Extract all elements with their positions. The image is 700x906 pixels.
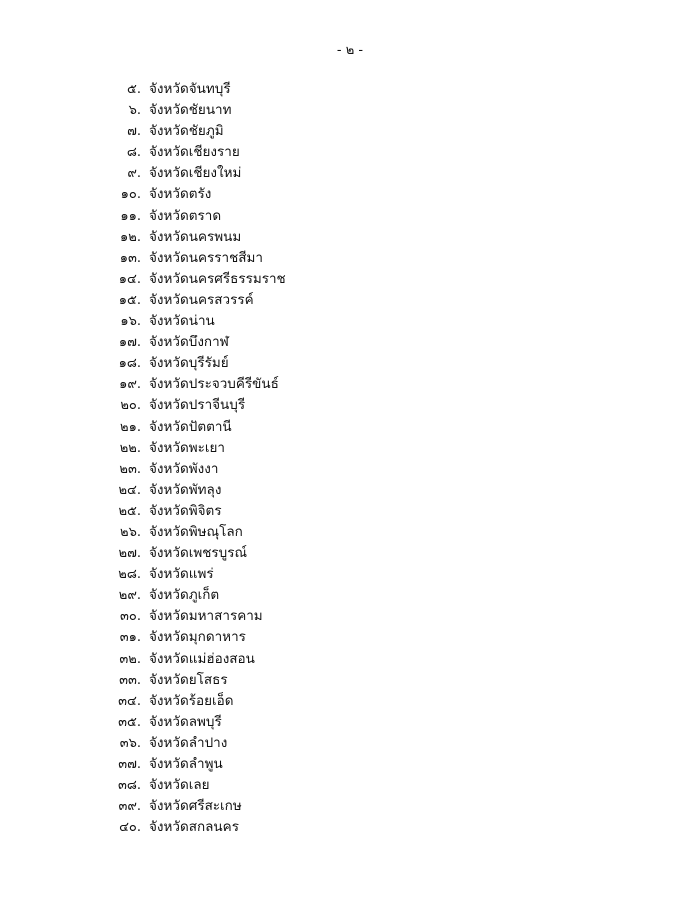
list-item-province-name: จังหวัดภูเก็ต — [149, 587, 220, 604]
list-item-number: ๑๔. — [118, 271, 141, 287]
list-item-number: ๒๘. — [118, 567, 141, 583]
list-item-province-name: จังหวัดนครราชสีมา — [149, 249, 263, 266]
list-item — [0, 754, 700, 775]
list-item-province-name: จังหวัดประจวบคีรีขันธ์ — [149, 376, 279, 393]
list-item-number: ๒๐. — [120, 398, 141, 414]
list-item — [0, 649, 700, 670]
list-item — [0, 480, 700, 501]
list-item-province-name: จังหวัดชัยภูมิ — [149, 123, 224, 140]
list-item-number: ๖. — [128, 103, 141, 119]
list-item-province-name: จังหวัดลำพูน — [149, 756, 223, 772]
list-item — [0, 227, 700, 248]
list-item — [0, 417, 700, 438]
list-item — [0, 332, 700, 353]
list-item-province-name: จังหวัดปราจีนบุรี — [149, 397, 246, 414]
list-item-province-name: จังหวัดยโสธร — [149, 671, 228, 688]
list-item-province-name: จังหวัดพิจิตร — [149, 502, 222, 519]
page-number: - ๒ - — [336, 43, 364, 58]
list-item — [0, 691, 700, 712]
list-item — [0, 395, 700, 416]
list-item-number: ๑๓. — [119, 250, 141, 266]
list-item — [0, 311, 700, 332]
list-item — [0, 775, 700, 796]
list-item-number: ๓๘. — [117, 778, 141, 794]
list-item-number: ๒๖. — [120, 524, 141, 540]
list-item — [0, 606, 700, 627]
province-list — [0, 79, 700, 838]
list-item-number: ๒๗. — [118, 546, 141, 562]
list-item-province-name: จังหวัดพังงา — [149, 460, 219, 477]
list-item-province-name: จังหวัดสกลนคร — [149, 819, 239, 836]
list-item-number: ๑๗. — [118, 335, 141, 351]
list-item-number: ๓๕. — [118, 714, 141, 730]
list-item — [0, 817, 700, 838]
list-item — [0, 163, 700, 184]
list-item-number: ๕. — [127, 82, 141, 97]
list-item — [0, 79, 700, 100]
list-item-province-name: จังหวัดบุรีรัมย์ — [149, 355, 229, 372]
list-item-province-name: จังหวัดจันทบุรี — [149, 81, 231, 97]
list-item-province-name: จังหวัดตรัง — [149, 186, 212, 203]
list-item-province-name: จังหวัดเพชรบูรณ์ — [149, 545, 248, 562]
list-item-province-name: จังหวัดเชียงราย — [149, 144, 240, 161]
list-item-number: ๒๒. — [119, 440, 141, 456]
list-item-number: ๑๙. — [119, 377, 141, 393]
list-item-number: ๑๑. — [120, 208, 141, 224]
list-item-province-name: จังหวัดเชียงใหม่ — [149, 165, 242, 182]
list-item-province-name: จังหวัดชัยนาท — [149, 102, 232, 119]
list-item-number: ๒๓. — [119, 461, 141, 477]
list-item — [0, 374, 700, 395]
list-item — [0, 269, 700, 290]
list-item-province-name: จังหวัดร้อยเอ็ด — [149, 692, 234, 709]
list-item-number: ๒๑. — [120, 419, 141, 435]
list-item — [0, 142, 700, 163]
list-item-number: ๓๑. — [119, 630, 141, 646]
list-item-number: ๒๕. — [118, 503, 141, 519]
list-item — [0, 733, 700, 754]
list-item-number: ๑๖. — [120, 314, 141, 330]
list-item — [0, 501, 700, 522]
list-item — [0, 564, 700, 585]
list-item — [0, 522, 700, 543]
list-item-province-name: จังหวัดน่าน — [149, 313, 215, 330]
list-item-number: ๑๕. — [118, 292, 141, 308]
list-item — [0, 627, 700, 648]
list-item-province-name: จังหวัดมุกดาหาร — [149, 629, 246, 646]
list-item — [0, 796, 700, 817]
list-item — [0, 206, 700, 227]
list-item-number: ๓๖. — [119, 735, 141, 751]
list-item — [0, 121, 700, 142]
list-item-province-name: จังหวัดมหาสารคาม — [149, 608, 263, 625]
list-item — [0, 438, 700, 459]
list-item-province-name: จังหวัดปัตตานี — [149, 418, 232, 435]
list-item-number: ๑๘. — [118, 356, 141, 372]
list-item-number: ๗. — [127, 124, 141, 140]
list-item-province-name: จังหวัดพิษณุโลก — [149, 523, 243, 540]
list-item — [0, 100, 700, 121]
list-item-number: ๓๐. — [120, 609, 141, 625]
list-item-number: ๘. — [126, 145, 141, 161]
list-item-number: ๓๙. — [118, 799, 141, 815]
list-item — [0, 248, 700, 269]
list-item-number: ๓๓. — [119, 672, 141, 688]
list-item-province-name: จังหวัดนครสวรรค์ — [149, 291, 254, 308]
list-item-province-name: จังหวัดลพบุรี — [149, 713, 222, 730]
list-item-province-name: จังหวัดศรีสะเกษ — [149, 798, 242, 815]
list-item-number: ๑๐. — [120, 187, 141, 203]
list-item-number: ๓๗. — [118, 757, 141, 772]
list-item-number: ๙. — [127, 166, 141, 182]
list-item — [0, 670, 700, 691]
list-item-province-name: จังหวัดเลย — [149, 777, 210, 794]
list-item-number: ๒๔. — [118, 482, 141, 498]
list-item-number: ๑๒. — [120, 229, 141, 245]
list-item — [0, 353, 700, 374]
list-item-province-name: จังหวัดพะเยา — [149, 439, 226, 456]
list-item — [0, 459, 700, 480]
list-item-province-name: จังหวัดนครศรีธรรมราช — [149, 270, 286, 287]
list-item-province-name: จังหวัดพัทลุง — [149, 481, 222, 498]
list-item — [0, 712, 700, 733]
list-item — [0, 290, 700, 311]
list-item — [0, 543, 700, 564]
list-item — [0, 585, 700, 606]
list-item-province-name: จังหวัดแม่ฮ่องสอน — [149, 650, 255, 667]
list-item-number: ๓๒. — [119, 651, 141, 667]
list-item-number: ๔๐. — [119, 820, 141, 836]
list-item-province-name: จังหวัดลำปาง — [149, 734, 228, 751]
list-item-province-name: จังหวัดแพร่ — [149, 566, 214, 583]
list-item-province-name: จังหวัดบึงกาฬ — [149, 334, 229, 351]
list-item-number: ๒๙. — [118, 588, 141, 604]
list-item-number: ๓๔. — [118, 693, 141, 709]
list-item-province-name: จังหวัดนครพนม — [149, 228, 242, 245]
list-item — [0, 184, 700, 205]
list-item-province-name: จังหวัดตราด — [149, 207, 222, 224]
